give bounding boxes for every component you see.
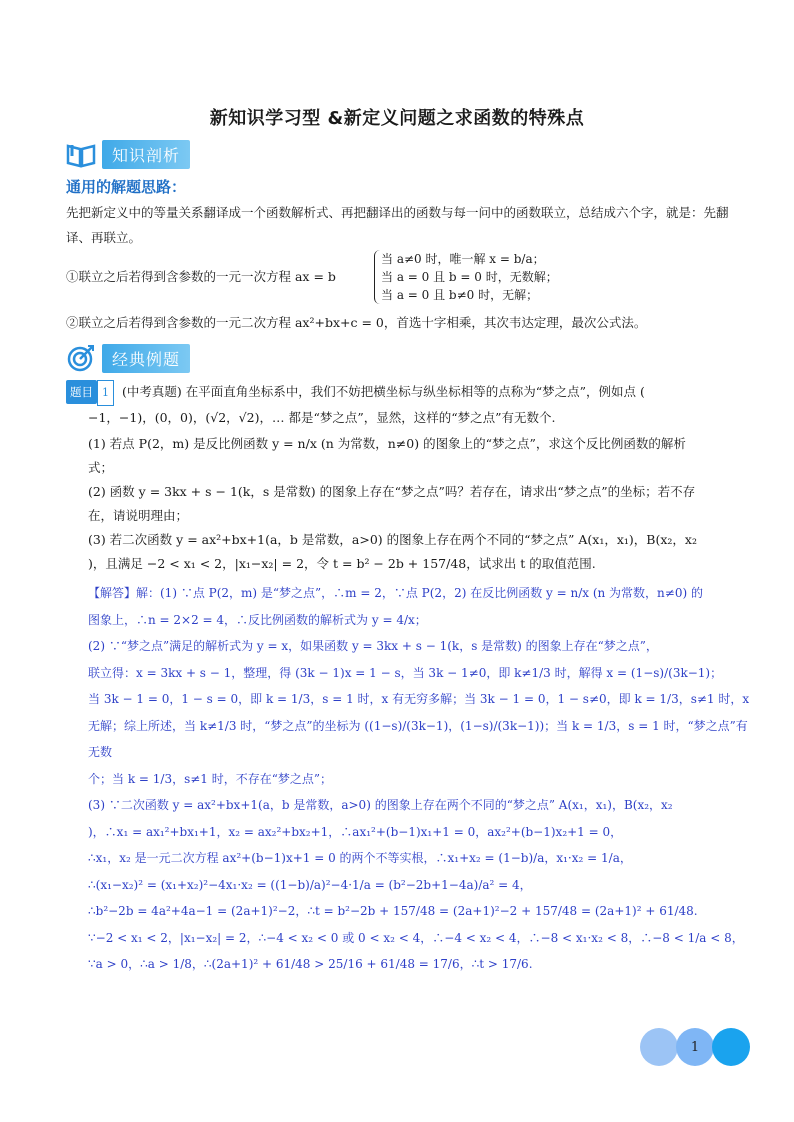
strategy-heading: 通用的解题思路： [66, 178, 187, 196]
decor-bubble [640, 1028, 678, 1066]
answer-line: 无解；综上所述，当 k≠1/3 时，“梦之点”的坐标为 ((1−s)/(3k−1)，(1−s)/(3k−1))；当 k = 1/3，s = 1 时，“梦之点”有无数 [88, 718, 748, 759]
problem-tag: 题目 [66, 380, 97, 404]
answer-line: (3) ∵二次函数 y = ax²+bx+1(a，b 是常数，a>0) 的图象上存在两个不同的“梦之点” A(x₁，x₁)，B(x₂，x₂ [88, 798, 673, 812]
section-examples [66, 343, 190, 373]
answer-line: 当 3k − 1 = 0，1 − s = 0，即 k = 1/3，s = 1 时，x 有无穷多解；当 3k − 1 = 0，1 − s≠0，即 k = 1/3，s≠1 时，x [88, 692, 750, 706]
problem-number: 1 [97, 380, 114, 406]
problem-line-1 [66, 380, 750, 406]
answer-line: 图象上，∴n = 2×2 = 4，∴反比例函数的解析式为 y = 4/x； [88, 612, 427, 627]
case-1: 当 a≠0 时，唯一解 x = b/a； [381, 252, 545, 266]
answer-line: ∵−2 < x₁ < 2，|x₁−x₂| = 2，∴−4 < x₂ < 0 或 0 < x₂ < 4，∴−4 < x₂ < 4，∴−8 < x₁·x₂ < 8，∴−8 < 1/a < 8， [88, 930, 744, 945]
answer-line: ∴x₁，x₂ 是一元二次方程 ax²+(b−1)x+1 = 0 的两个不等实根，∴x₁+x₂ = (1−b)/a，x₁·x₂ = 1/a， [88, 851, 632, 865]
problem-q1b: 式； [88, 460, 114, 475]
answer-line: 联立得：x = 3kx + s − 1，整理，得 (3k − 1)x = 1 − s，当 3k − 1≠0，即 k≠1/3 时，解得 x = (1−s)/(3k−1)； [88, 665, 723, 680]
problem-q3b: )，且满足 −2 < x₁ < 2，|x₁−x₂| = 2，令 t = b² − 2b + 157/48，试求出 t 的取值范围. [88, 556, 596, 571]
problem-q3a: (3) 若二次函数 y = ax²+bx+1(a，b 是常数，a>0) 的图象上存在两个不同的“梦之点” A(x₁，x₁)，B(x₂，x₂ [88, 532, 697, 547]
section-examples-label: 经典例题 [102, 344, 190, 373]
problem-q2b: 在，请说明理由； [88, 508, 189, 523]
answer-line: ∴b²−2b = 4a²+4a−1 = (2a+1)²−2，∴t = b²−2b + 157/48 = (2a+1)²−2 + 157/48 = (2a+1)² + 61/48. [88, 904, 698, 918]
answer-line: ∵a > 0，∴a > 1/8，∴(2a+1)² + 61/48 > 25/16 + 61/48 = 17/6，∴t > 17/6. [88, 957, 533, 971]
answer-block [88, 580, 753, 978]
section-knowledge [66, 140, 190, 169]
answer-line: )，∴x₁ = ax₁²+bx₁+1，x₂ = ax₂²+bx₂+1，∴ax₁²+(b−1)x₁+1 = 0，ax₂²+(b−1)x₂+1 = 0， [88, 824, 623, 839]
target-icon [66, 343, 96, 373]
case-brace [374, 250, 558, 304]
decor-bubble [712, 1028, 750, 1066]
problem-stem-1: (中考真题) 在平面直角坐标系中，我们不妨把横坐标与纵坐标相等的点称为“梦之点”，例如点 ( [121, 384, 645, 399]
problem-block [66, 380, 750, 576]
case-3: 当 a = 0 且 b≠0 时，无解； [381, 288, 539, 302]
case-2: 当 a = 0 且 b = 0 时，无数解； [381, 270, 558, 284]
strategy-item-1: ①联立之后若得到含参数的一元一次方程 ax = b [66, 269, 336, 284]
answer-line: (2) ∵“梦之点”满足的解析式为 y = x，如果函数 y = 3kx + s − 1(k，s 是常数) 的图象上存在“梦之点”， [88, 639, 658, 653]
book-icon [66, 142, 96, 168]
answer-line: 个；当 k = 1/3，s≠1 时，不存在“梦之点”； [88, 771, 333, 786]
problem-stem-2: −1，−1)，(0，0)，(√2，√2)，… 都是“梦之点”，显然，这样的“梦之点”有无数个. [88, 410, 556, 425]
page-footer [640, 1028, 750, 1066]
page-title: 新知识学习型 &新定义问题之求函数的特殊点 [209, 108, 585, 129]
problem-q2a: (2) 函数 y = 3kx + s − 1(k，s 是常数) 的图象上存在“梦之点”吗？若存在，请求出“梦之点”的坐标；若不存 [88, 484, 696, 499]
strategy-item-2: ②联立之后若得到含参数的一元二次方程 ax²+bx+c = 0，首选十字相乘，其次韦达定理，最次公式法。 [66, 315, 647, 330]
page-number: 1 [676, 1028, 714, 1066]
answer-line: 【解答】解：(1) ∵点 P(2，m) 是“梦之点”，∴m = 2，∵点 P(2，2) 在反比例函数 y = n/x (n 为常数，n≠0) 的 [88, 586, 703, 600]
section-knowledge-label: 知识剖析 [102, 140, 190, 169]
strategy-intro: 先把新定义中的等量关系翻译成一个函数解析式、再把翻译出的函数与每一问中的函数联立，总结成六个字，就是：先翻译、再联立。 [66, 205, 729, 245]
problem-q1a: (1) 若点 P(2，m) 是反比例函数 y = n/x (n 为常数，n≠0) 的图象上的“梦之点”，求这个反比例函数的解析 [88, 436, 686, 451]
answer-line: ∴(x₁−x₂)² = (x₁+x₂)²−4x₁·x₂ = ((1−b)/a)²−4·1/a = (b²−2b+1−4a)/a² = 4， [88, 877, 532, 892]
